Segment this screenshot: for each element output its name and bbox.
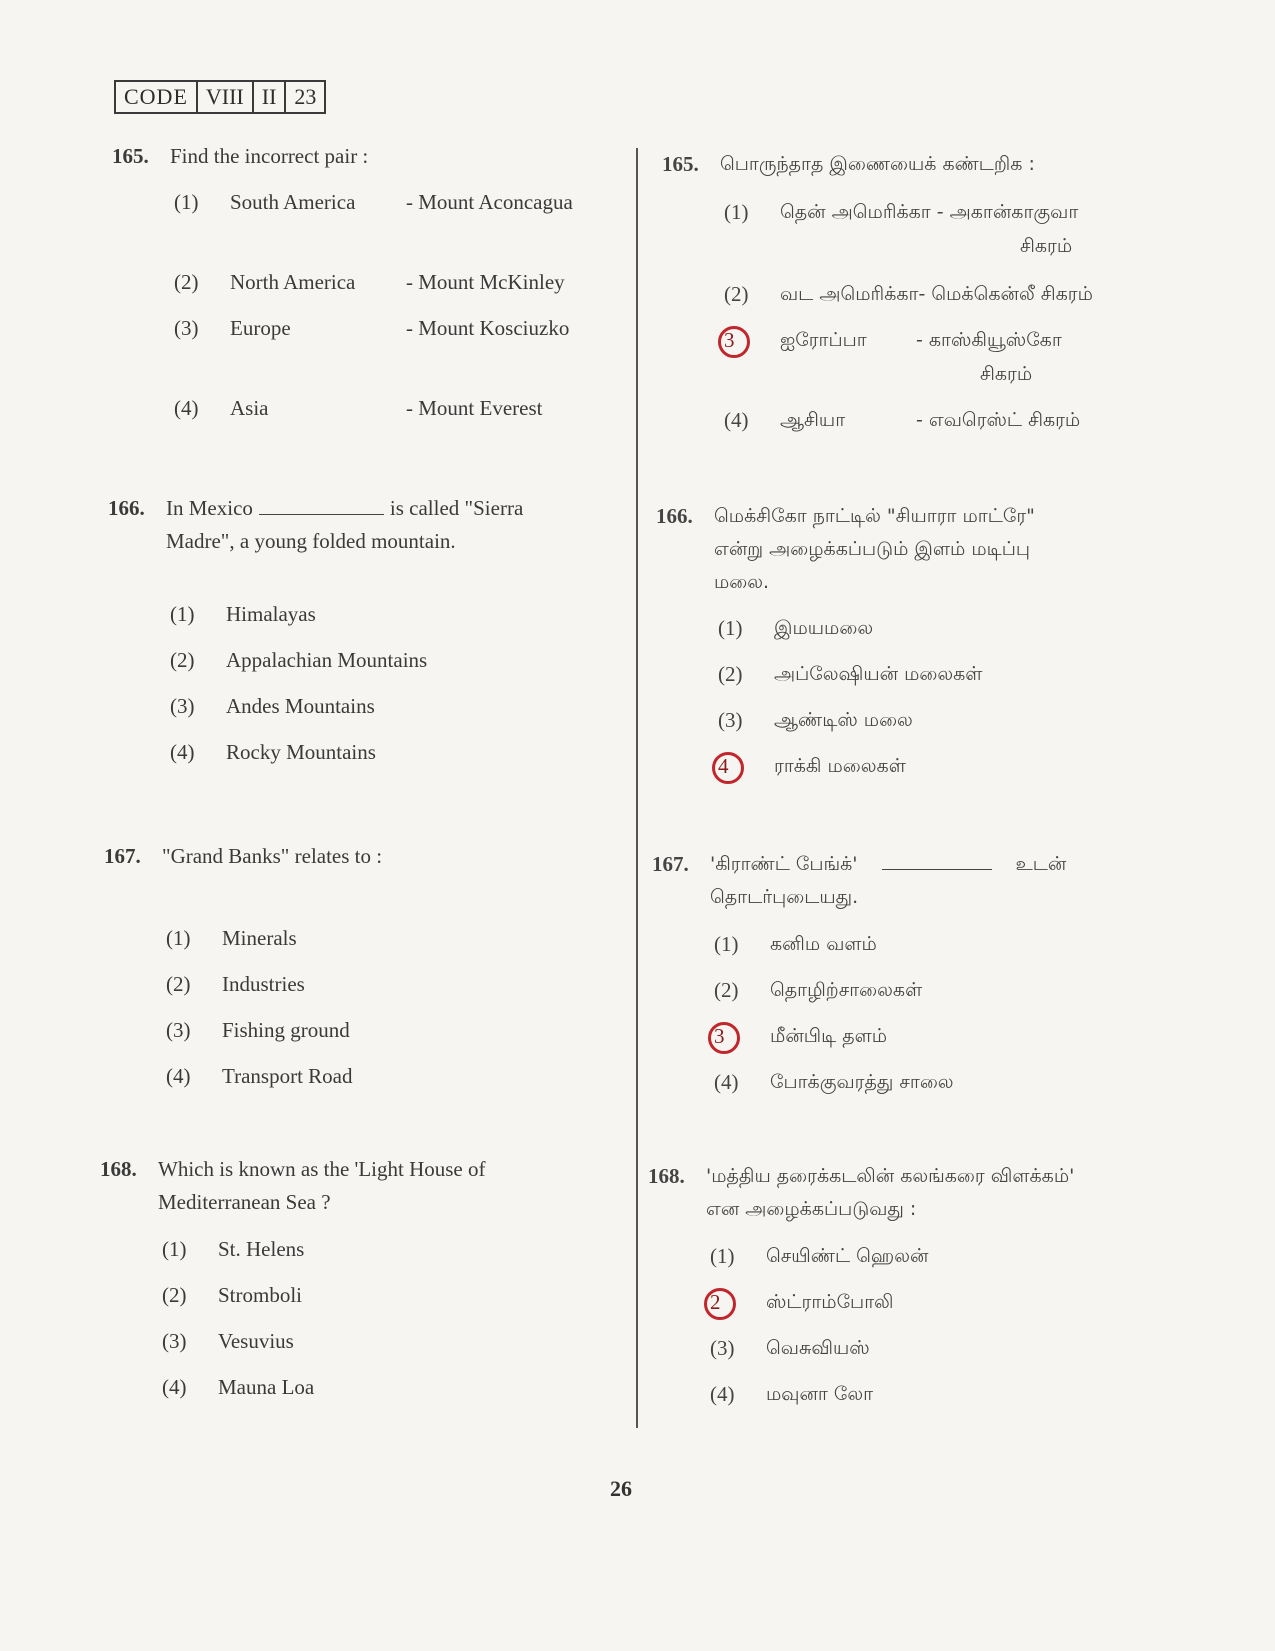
question-stem: "Grand Banks" relates to :	[162, 844, 383, 868]
question-number: 168.	[648, 1164, 685, 1188]
question-stem: In Mexico is called "Sierra Madre", a young folded mountain.	[166, 496, 524, 553]
question-stem: 'மத்திய தரைக்கடலின் கலங்கரை விளக்கம்' என அழைக்கப்படுவது :	[706, 1165, 1075, 1220]
question-168-ta: 168. 'மத்திய தரைக்கடலின் கலங்கரை விளக்கம்' என அழைக்கப்படுவது : (1) செயிண்ட் ஹெலன் 2 ஸ்ட்ராம்போலி (3) வெசுவியஸ் (4) மவுனா லோ	[648, 1160, 1168, 1420]
question-number: 167.	[652, 852, 689, 876]
code-cell-2: II	[254, 82, 287, 112]
question-number: 165.	[662, 152, 699, 176]
answer-blank	[259, 500, 384, 515]
question-number: 165.	[112, 144, 149, 168]
column-divider	[636, 148, 638, 1428]
answer-circle: 2	[710, 1286, 721, 1319]
answer-circle: 3	[714, 1020, 725, 1053]
question-stem: Which is known as the 'Light House of Mediterranean Sea ?	[158, 1157, 486, 1214]
question-166-en: 166. In Mexico is called "Sierra Madre", a young folded mountain. (1) Himalayas (2) Appalachian Mountains (3) Andes Mountains (4) Rocky Mountains	[108, 492, 608, 792]
question-stem: 'கிராண்ட் பேங்க்' உடன் தொடர்புடையது.	[710, 853, 1067, 908]
question-stem: Find the incorrect pair :	[170, 144, 369, 168]
code-box	[114, 80, 326, 114]
code-cell-1: VIII	[198, 82, 254, 112]
question-165-ta: 165. பொருந்தாத இணையைக் கண்டறிக : (1) தென் அமெரிக்கா - அகான்காகுவா சிகரம் (2) வட அமெரிக்கா- மெக்கென்லீ சிகரம் 3 ஐரோப்பா - காஸ்கியூஸ்கோ சிகரம் (4) ஆசியா - எவரெஸ்ட் சிகரம்	[662, 148, 1182, 448]
question-167-ta: 167. 'கிராண்ட் பேங்க்' உடன் தொடர்புடையது. (1) கனிம வளம் (2) தொழிற்சாலைகள் 3 மீன்பிடி தளம் (4) போக்குவரத்து சாலை	[652, 848, 1172, 1108]
question-number: 168.	[100, 1157, 137, 1181]
code-cell-3: 23	[294, 84, 317, 109]
question-stem: மெக்சிகோ நாட்டில் "சியாரா மாட்ரே" என்று அழைக்கப்படும் இளம் மடிப்பு மலை.	[714, 505, 1035, 593]
question-167-en: 167. "Grand Banks" relates to : (1) Minerals (2) Industries (3) Fishing ground (4) Transport Road	[104, 840, 604, 1100]
question-number: 166.	[108, 496, 145, 520]
question-stem: பொருந்தாத இணையைக் கண்டறிக :	[720, 153, 1035, 175]
answer-circle: 3	[724, 324, 735, 357]
question-number: 166.	[656, 504, 693, 528]
question-168-en: 168. Which is known as the 'Light House of Mediterranean Sea ? (1) St. Helens (2) Stromboli (3) Vesuvius (4) Mauna Loa	[100, 1153, 600, 1413]
question-number: 167.	[104, 844, 141, 868]
question-166-ta: 166. மெக்சிகோ நாட்டில் "சியாரா மாட்ரே" என்று அழைக்கப்படும் இளம் மடிப்பு மலை. (1) இமயமலை (2) அப்லேஷியன் மலைகள் (3) ஆண்டிஸ் மலை 4 ராக்கி மலைகள்	[656, 500, 1176, 800]
question-165-en: 165. Find the incorrect pair : (1) South America - Mount Aconcagua (2) North America - Mount McKinley (3) Europe - Mount Kosciuzko (4) Asia - Mount Everest	[112, 140, 612, 440]
answer-blank	[882, 855, 992, 870]
answer-circle: 4	[718, 750, 729, 783]
page-number: 26	[610, 1476, 632, 1501]
code-label: CODE	[116, 82, 198, 112]
